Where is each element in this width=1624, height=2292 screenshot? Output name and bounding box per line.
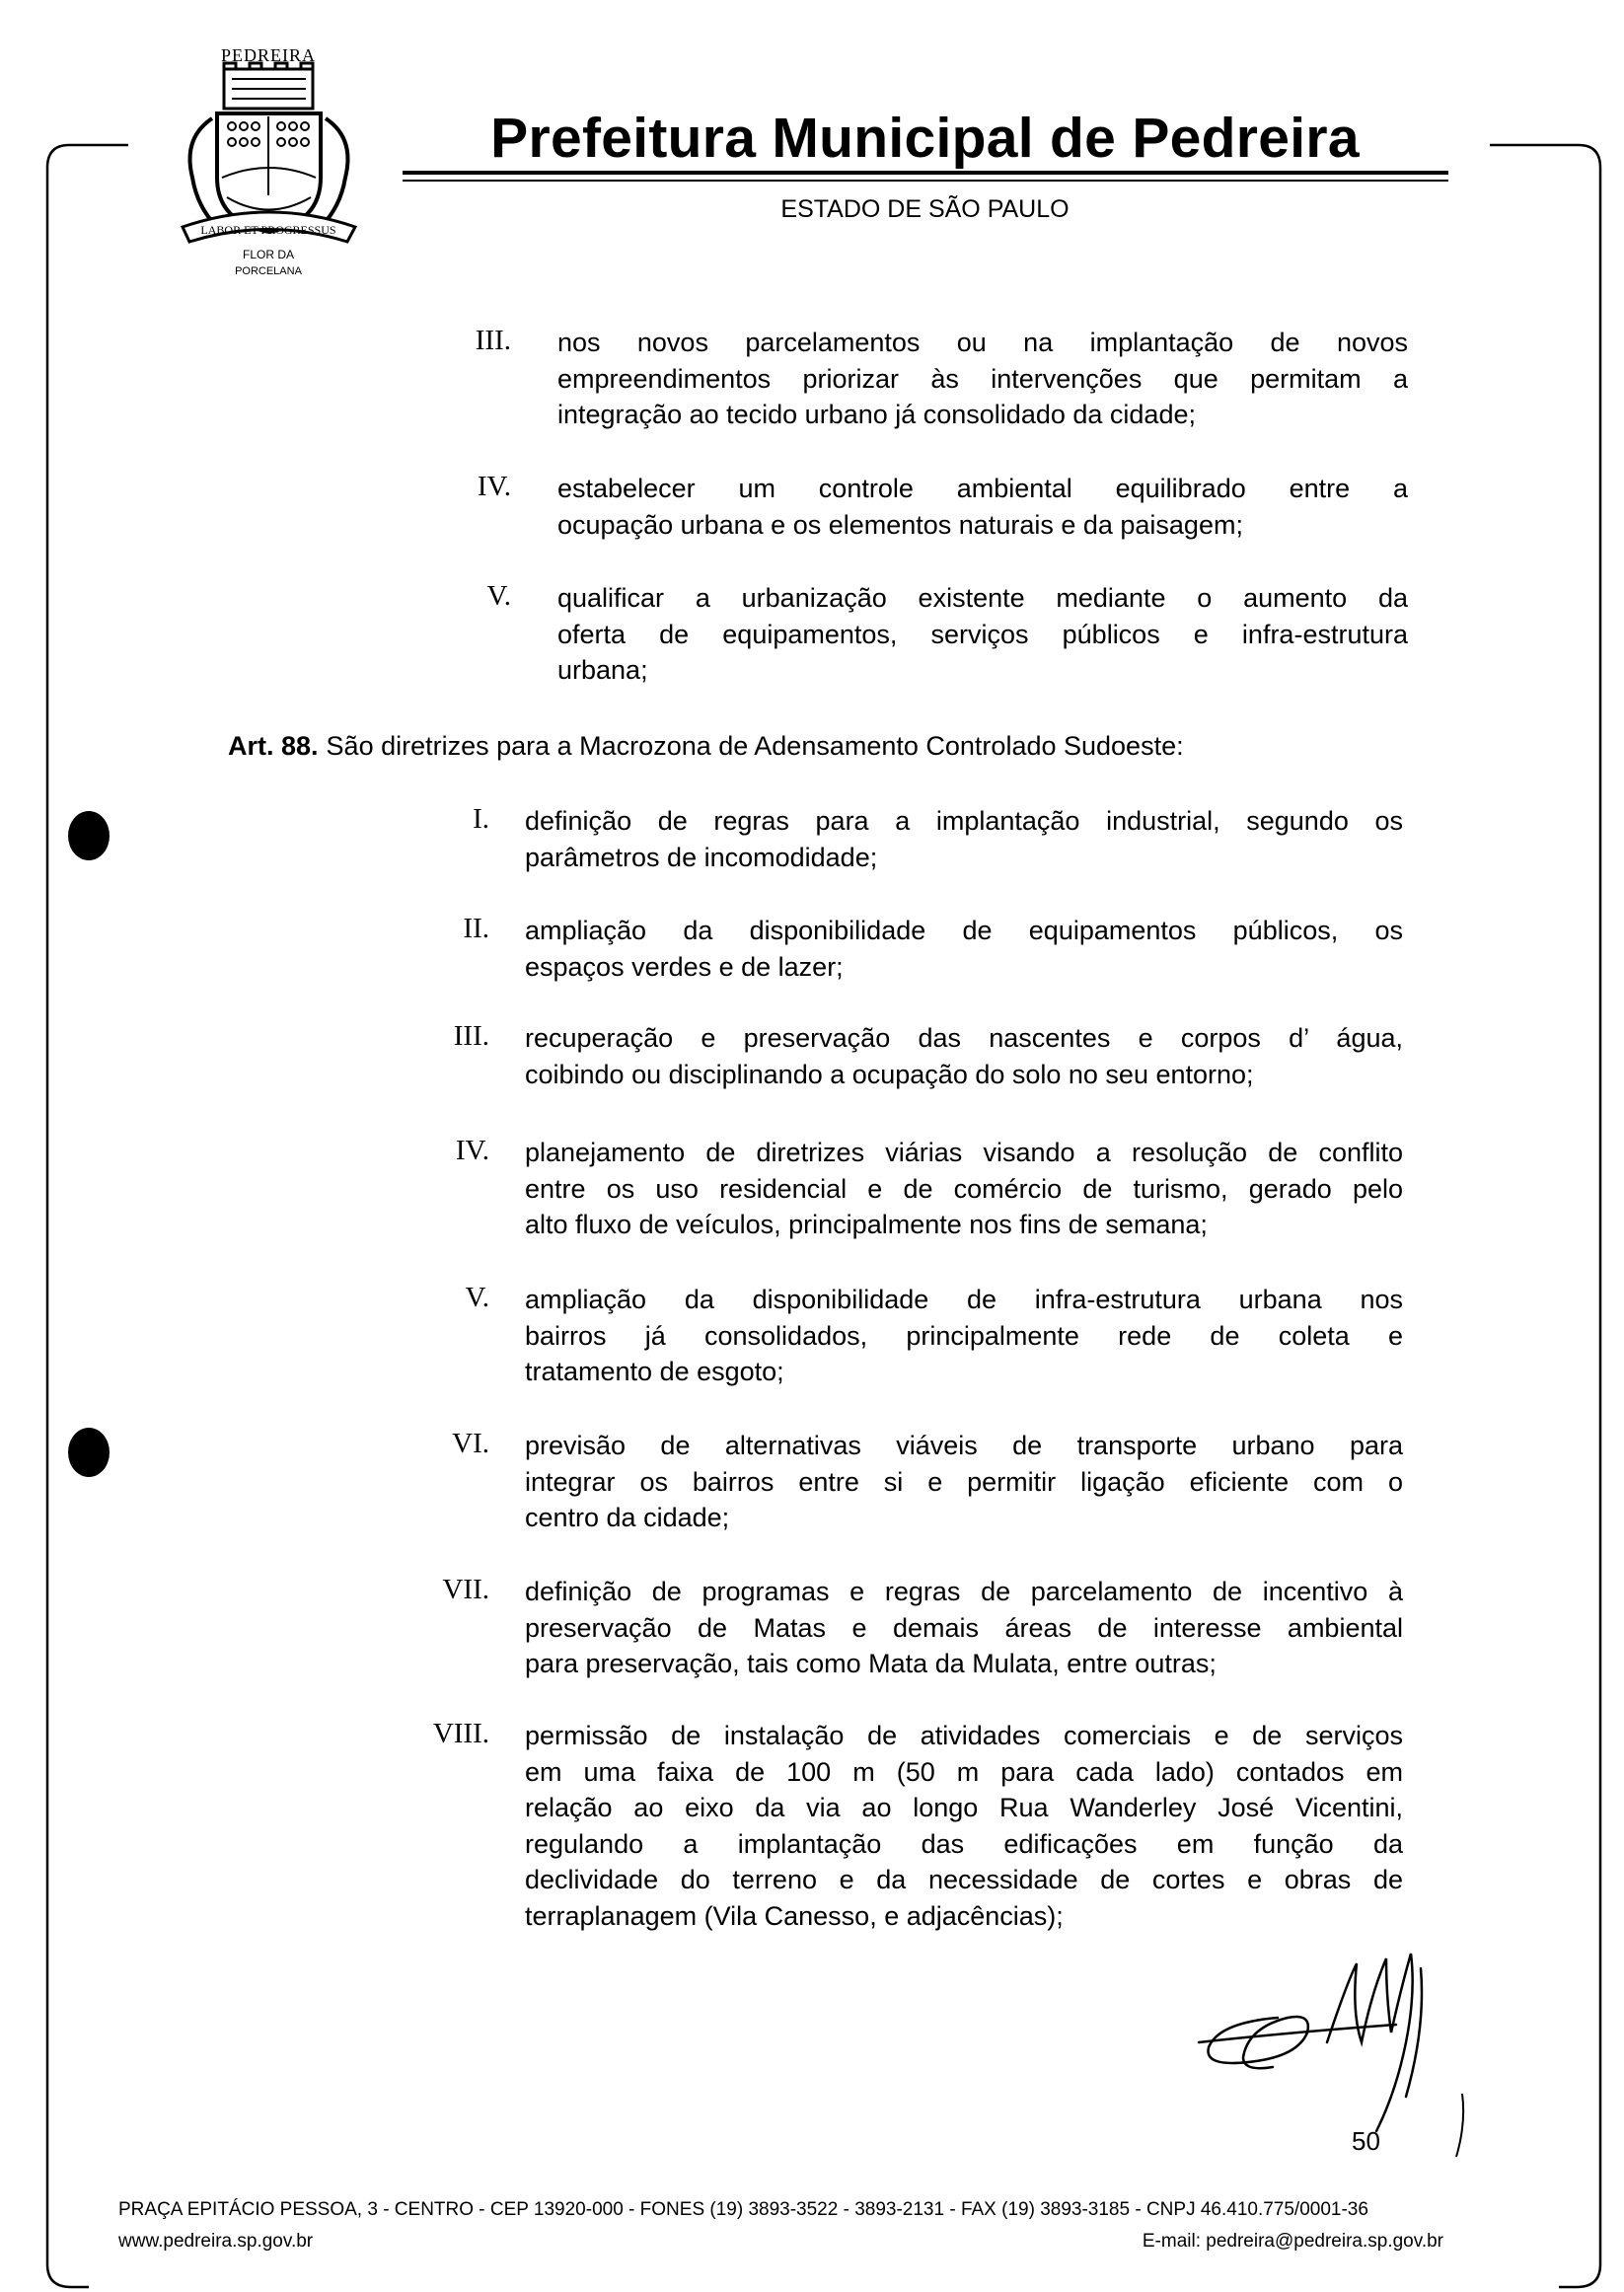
item-text-line: urbana; — [557, 655, 648, 686]
item-text-line: ampliação da disponibilidade de equipamentos públicos, os — [525, 916, 1403, 945]
svg-text:PORCELANA: PORCELANA — [235, 265, 302, 277]
item-text-line: declividade do terreno e da necessidade de cortes e obras de — [525, 1865, 1403, 1895]
list-item — [525, 1574, 1403, 1682]
item-text-line: preservação de Matas e demais áreas de interesse ambiental — [525, 1612, 1403, 1643]
item-numeral: VIII. — [432, 1718, 489, 1749]
footer-email-link[interactable]: E-mail: pedreira@pedreira.sp.gov.br — [1142, 2231, 1443, 2252]
title-underline — [403, 171, 1448, 175]
list-item — [525, 1282, 1403, 1390]
article-text: São diretrizes para a Macrozona de Adensamento Controlado Sudoeste: — [326, 731, 1184, 761]
item-text-line: parâmetros de incomodidade; — [525, 842, 878, 872]
item-numeral: I. — [473, 803, 489, 835]
item-text-line: entre os uso residencial e de comércio de turismo, gerado pelo — [525, 1173, 1403, 1204]
list-item — [525, 803, 1403, 875]
svg-text:FLOR DA: FLOR DA — [242, 248, 295, 261]
page-number: 50 — [1352, 2126, 1380, 2156]
item-text-line: definição de regras para a implantação industrial, segundo os — [525, 806, 1403, 836]
item-text-line: empreendimentos priorizar às intervenções que permitam a — [557, 363, 1408, 394]
punch-hole — [68, 1428, 110, 1477]
list-item — [557, 580, 1408, 689]
item-text-line: nos novos parcelamentos ou na implantação de novos — [557, 328, 1408, 357]
footer-address: PRAÇA EPITÁCIO PESSOA, 3 - CENTRO - CEP 13920-000 - FONES (19) 3893-3522 - 3893-2131 - FAX (19) 3893-3185 - CNPJ 46.410.775/0001-36 — [118, 2199, 1368, 2220]
item-text-line: terraplanagem (Vila Canesso, e adjacências); — [525, 1900, 1064, 1931]
list-item — [557, 471, 1408, 543]
item-text-line: ampliação da disponibilidade de infra-estrutura urbana nos — [525, 1285, 1403, 1314]
item-numeral: V. — [465, 1282, 489, 1313]
item-text-line: relação ao eixo da via ao longo Rua Wanderley José Vicentini, — [525, 1793, 1403, 1823]
item-text-line: centro da cidade; — [525, 1503, 730, 1533]
title-underline-thin — [403, 180, 1448, 182]
article-88-heading — [228, 728, 1184, 764]
list-item — [557, 325, 1408, 433]
item-numeral: VII. — [442, 1574, 489, 1605]
item-text-line: estabelecer um controle ambiental equilibrado entre a — [557, 474, 1408, 503]
city-coat-of-arms-logo — [163, 39, 375, 281]
margin-mark — [1450, 2092, 1470, 2161]
article-label: Art. 88. — [228, 731, 319, 761]
list-item — [525, 1718, 1403, 1935]
item-text-line: permissão de instalação de atividades comerciais e de serviços — [525, 1721, 1403, 1750]
item-text-line: ocupação urbana e os elementos naturais e da paisagem; — [557, 509, 1243, 540]
item-numeral: III. — [475, 325, 511, 356]
item-text-line: qualificar a urbanização existente mediante o aumento da — [557, 583, 1408, 613]
page-title: Prefeitura Municipal de Pedreira — [490, 107, 1360, 170]
svg-text:PEDREIRA: PEDREIRA — [220, 45, 317, 65]
item-text-line: coibindo ou disciplinando a ocupação do solo no seu entorno; — [525, 1059, 1254, 1089]
footer-website-link[interactable]: www.pedreira.sp.gov.br — [118, 2231, 314, 2252]
item-text-line: recuperação e preservação das nascentes e corpos d’ água, — [525, 1023, 1403, 1053]
item-text-line: alto fluxo de veículos, principalmente nos fins de semana; — [525, 1210, 1208, 1240]
punch-hole — [68, 811, 110, 860]
item-text-line: regulando a implantação das edificações em função da — [525, 1828, 1403, 1859]
svg-text:LABOR ET PROGRESSUS: LABOR ET PROGRESSUS — [200, 223, 336, 237]
item-text-line: tratamento de esgoto; — [525, 1357, 784, 1387]
item-numeral: V. — [486, 580, 511, 612]
item-text-line: espaços verdes e de lazer; — [525, 951, 844, 982]
item-text-line: previsão de alternativas viáveis de transporte urbano para — [525, 1431, 1403, 1460]
item-text-line: para preservação, tais como Mata da Mulata, entre outras; — [525, 1649, 1217, 1679]
item-text-line: bairros já consolidados, principalmente rede de coleta e — [525, 1320, 1403, 1351]
item-text-line: integrar os bairros entre si e permitir ligação eficiente com o — [525, 1466, 1403, 1497]
list-item — [525, 913, 1403, 985]
item-numeral: II. — [463, 913, 489, 944]
item-text-line: definição de programas e regras de parcelamento de incentivo à — [525, 1577, 1403, 1606]
item-numeral: IV. — [477, 471, 511, 502]
item-text-line: oferta de equipamentos, serviços públicos e infra-estrutura — [557, 619, 1408, 649]
item-text-line: planejamento de diretrizes viárias visando a resolução de conflito — [525, 1138, 1403, 1167]
item-numeral: IV. — [455, 1135, 489, 1166]
list-item — [525, 1135, 1403, 1243]
state-subtitle: ESTADO DE SÃO PAULO — [780, 195, 1070, 223]
item-numeral: III. — [453, 1020, 489, 1052]
list-item — [525, 1020, 1403, 1092]
item-text-line: em uma faixa de 100 m (50 m para cada lado) contados em — [525, 1756, 1403, 1787]
list-item — [525, 1428, 1403, 1536]
item-text-line: integração ao tecido urbano já consolidado da cidade; — [557, 400, 1196, 430]
item-numeral: VI. — [452, 1428, 489, 1459]
